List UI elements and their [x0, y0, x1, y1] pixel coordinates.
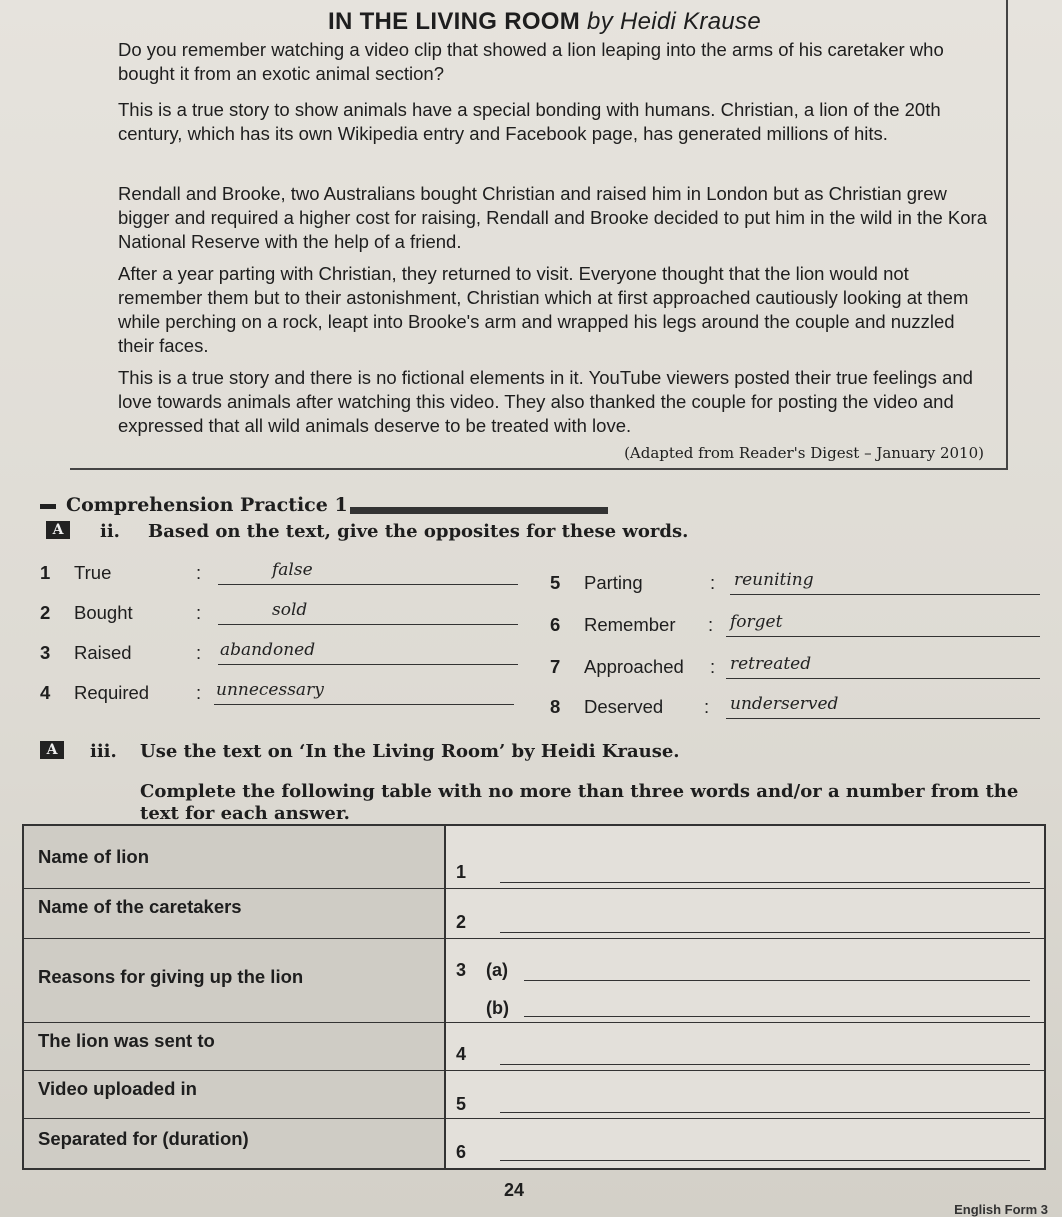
heading-bar-icon — [40, 504, 56, 509]
answer-8: underserved — [730, 694, 839, 714]
practice-heading: Comprehension Practice 1 — [40, 494, 348, 516]
answer-line — [500, 1064, 1030, 1065]
question-3-instruction-2: Complete the following table with no more than three words and/or a number from the text for each answer. — [140, 781, 1019, 824]
answer-line — [524, 1016, 1030, 1017]
table-row-label: Separated for (duration) — [38, 1128, 249, 1149]
table-row-part: (a) — [486, 960, 508, 980]
table-row-number: 3 — [456, 960, 467, 980]
list-item: 2 Bought — [40, 602, 133, 623]
heading-rule — [350, 507, 608, 514]
question-2-instruction: Based on the text, give the opposites for these words. — [148, 521, 689, 542]
section-badge: A — [46, 521, 70, 539]
table-row-label: Video uploaded in — [38, 1078, 197, 1099]
list-item: 8 Deserved — [550, 696, 664, 717]
story-title — [328, 8, 761, 36]
answer-line — [500, 932, 1030, 933]
table-row-number: 4 — [456, 1044, 467, 1064]
answer-line — [218, 664, 518, 665]
footer-label: English Form 3 — [954, 1202, 1048, 1217]
answer-line — [218, 584, 518, 585]
paragraph-5: This is a true story and there is no fictional elements in it. YouTube viewers posted their true feelings and love towards animals after watching this video. They also thanked the couple for posting the video and expressed that all wild animals deserve to be treated with love. — [118, 367, 973, 436]
answer-line — [726, 636, 1040, 637]
table-row-label: Name of the caretakers — [38, 896, 242, 917]
answer-line — [524, 980, 1030, 981]
paragraph-4: After a year parting with Christian, they returned to visit. Everyone thought that the lion would not remember them but to their astonishment, Christian which at first approached cautiously looking at them while perching on a rock, leapt into Brooke's arm and wrapped his legs around the couple and nuzzled their faces. — [118, 263, 969, 356]
list-item: 1 True — [40, 562, 112, 583]
answer-line — [730, 594, 1040, 595]
answer-line — [500, 1160, 1030, 1161]
list-item: 6 Remember — [550, 614, 676, 635]
table-row-number: 6 — [456, 1142, 467, 1162]
title-text: IN THE LIVING ROOM — [328, 8, 581, 35]
table-row-number: 5 — [456, 1094, 467, 1114]
list-item: 7 Approached — [550, 656, 684, 677]
question-3-instruction: Use the text on ‘In the Living Room’ by Heidi Krause. — [140, 741, 680, 762]
answer-7: retreated — [730, 654, 812, 674]
source-citation: (Adapted from Reader's Digest – January 2010) — [624, 444, 984, 462]
answer-line — [726, 718, 1040, 719]
answer-4: unnecessary — [216, 680, 324, 700]
paragraph-3: Rendall and Brooke, two Australians bought Christian and raised him in London but as Christian grew bigger and required a higher cost for raising, Rendall and Brooke decided to put him in the wild in the Kora National Reserve with the help of a friend. — [118, 183, 987, 252]
table-row-part: (b) — [486, 998, 509, 1018]
answer-2: sold — [272, 600, 308, 620]
list-item: 5 Parting — [550, 572, 643, 593]
section-badge: A — [40, 741, 64, 759]
page-number: 24 — [504, 1180, 525, 1200]
answer-6: forget — [730, 612, 783, 632]
paragraph-1: Do you remember watching a video clip that showed a lion leaping into the arms of his caretaker who bought it from an exotic animal section? — [118, 39, 944, 84]
list-item: 4 Required — [40, 682, 150, 703]
answer-line — [500, 1112, 1030, 1113]
answer-5: reuniting — [734, 570, 814, 590]
answer-line — [214, 704, 514, 705]
opposites-list: 1 True : false 2 Bought : sold 3 Raised : abandoned 4 Required : unnecessary 5 Parting : reuniting 6 Remember : forget 7 Approached : retreated 8 Deserved : underserved — [40, 562, 1040, 722]
table-row-number: 2 — [456, 912, 467, 932]
answer-line — [726, 678, 1040, 679]
table-row-label: Name of lion — [38, 846, 150, 867]
table-row-number: 1 — [456, 862, 467, 882]
answer-3: abandoned — [220, 640, 316, 660]
paragraph-2: This is a true story to show animals have a special bonding with humans. Christian, a lion of the 20th century, which has its own Wikipedia entry and Facebook page, has generated millions of hits. — [118, 99, 941, 144]
table-row-label: The lion was sent to — [38, 1030, 215, 1051]
question-3-number: iii. — [90, 741, 117, 762]
answer-1: false — [272, 560, 313, 580]
table-label-column — [24, 826, 446, 1168]
question-2-number: ii. — [100, 521, 120, 542]
byline: by Heidi Krause — [587, 8, 761, 35]
answer-line — [218, 624, 518, 625]
answer-line — [500, 882, 1030, 883]
answer-table — [22, 824, 1046, 1170]
list-item: 3 Raised — [40, 642, 132, 663]
table-row-label: Reasons for giving up the lion — [38, 966, 304, 987]
